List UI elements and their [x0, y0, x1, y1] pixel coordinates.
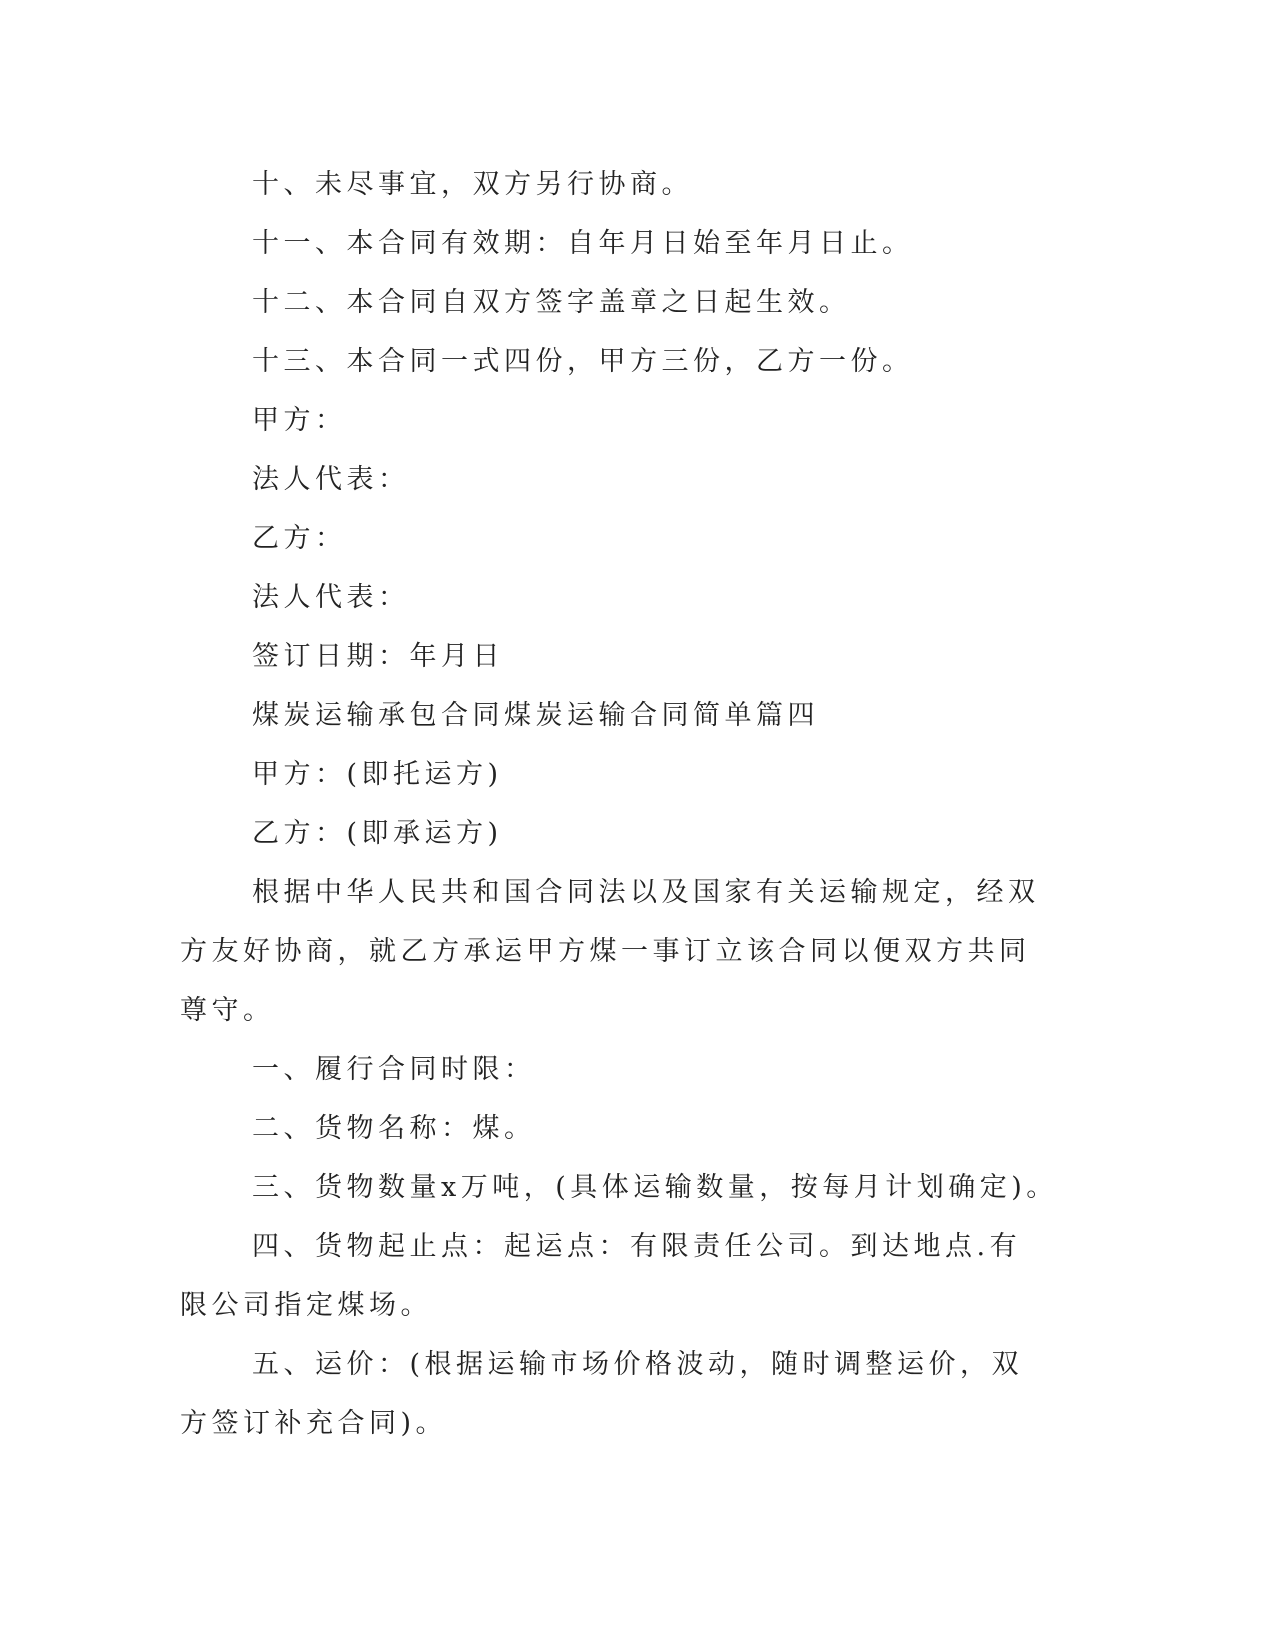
clause-5-freight-rate: 五、运价：(根据运输市场价格波动，随时调整运价，双方签订补充合同)。	[180, 1349, 1024, 1439]
clause-11: 十一、本合同有效期：自年月日始至年月日止。	[252, 228, 914, 259]
clause-4-origin-destination: 四、货物起止点：起运点：有限责任公司。到达地点.有限公司指定煤场。	[180, 1231, 1022, 1321]
clause-13: 十三、本合同一式四份，甲方三份，乙方一份。	[252, 346, 914, 377]
clause-2-goods-name: 二、货物名称：煤。	[252, 1113, 536, 1144]
party-b-legal-rep-label: 法人代表：	[252, 582, 410, 613]
clause-12: 十二、本合同自双方签字盖章之日起生效。	[252, 287, 851, 318]
party-a-legal-rep-label: 法人代表：	[252, 464, 410, 495]
clause-3-goods-quantity: 三、货物数量x万吨，(具体运输数量，按每月计划确定)。	[252, 1172, 1058, 1203]
party-a-label: 甲方：	[252, 405, 347, 436]
document-body	[180, 155, 1080, 1453]
party-a-shipper: 甲方：(即托运方)	[252, 759, 503, 790]
signing-date-label: 签订日期：年月日	[252, 641, 504, 672]
clause-10: 十、未尽事宜，双方另行协商。	[252, 169, 693, 200]
clause-1-term: 一、履行合同时限：	[252, 1054, 536, 1085]
party-b-label: 乙方：	[252, 523, 347, 554]
party-b-carrier: 乙方：(即承运方)	[252, 818, 503, 849]
section-heading: 煤炭运输承包合同煤炭运输合同简单篇四	[252, 700, 819, 731]
preamble-paragraph: 根据中华人民共和国合同法以及国家有关运输规定，经双方友好协商，就乙方承运甲方煤一事订立该合同以便双方共同尊守。	[180, 877, 1040, 1026]
